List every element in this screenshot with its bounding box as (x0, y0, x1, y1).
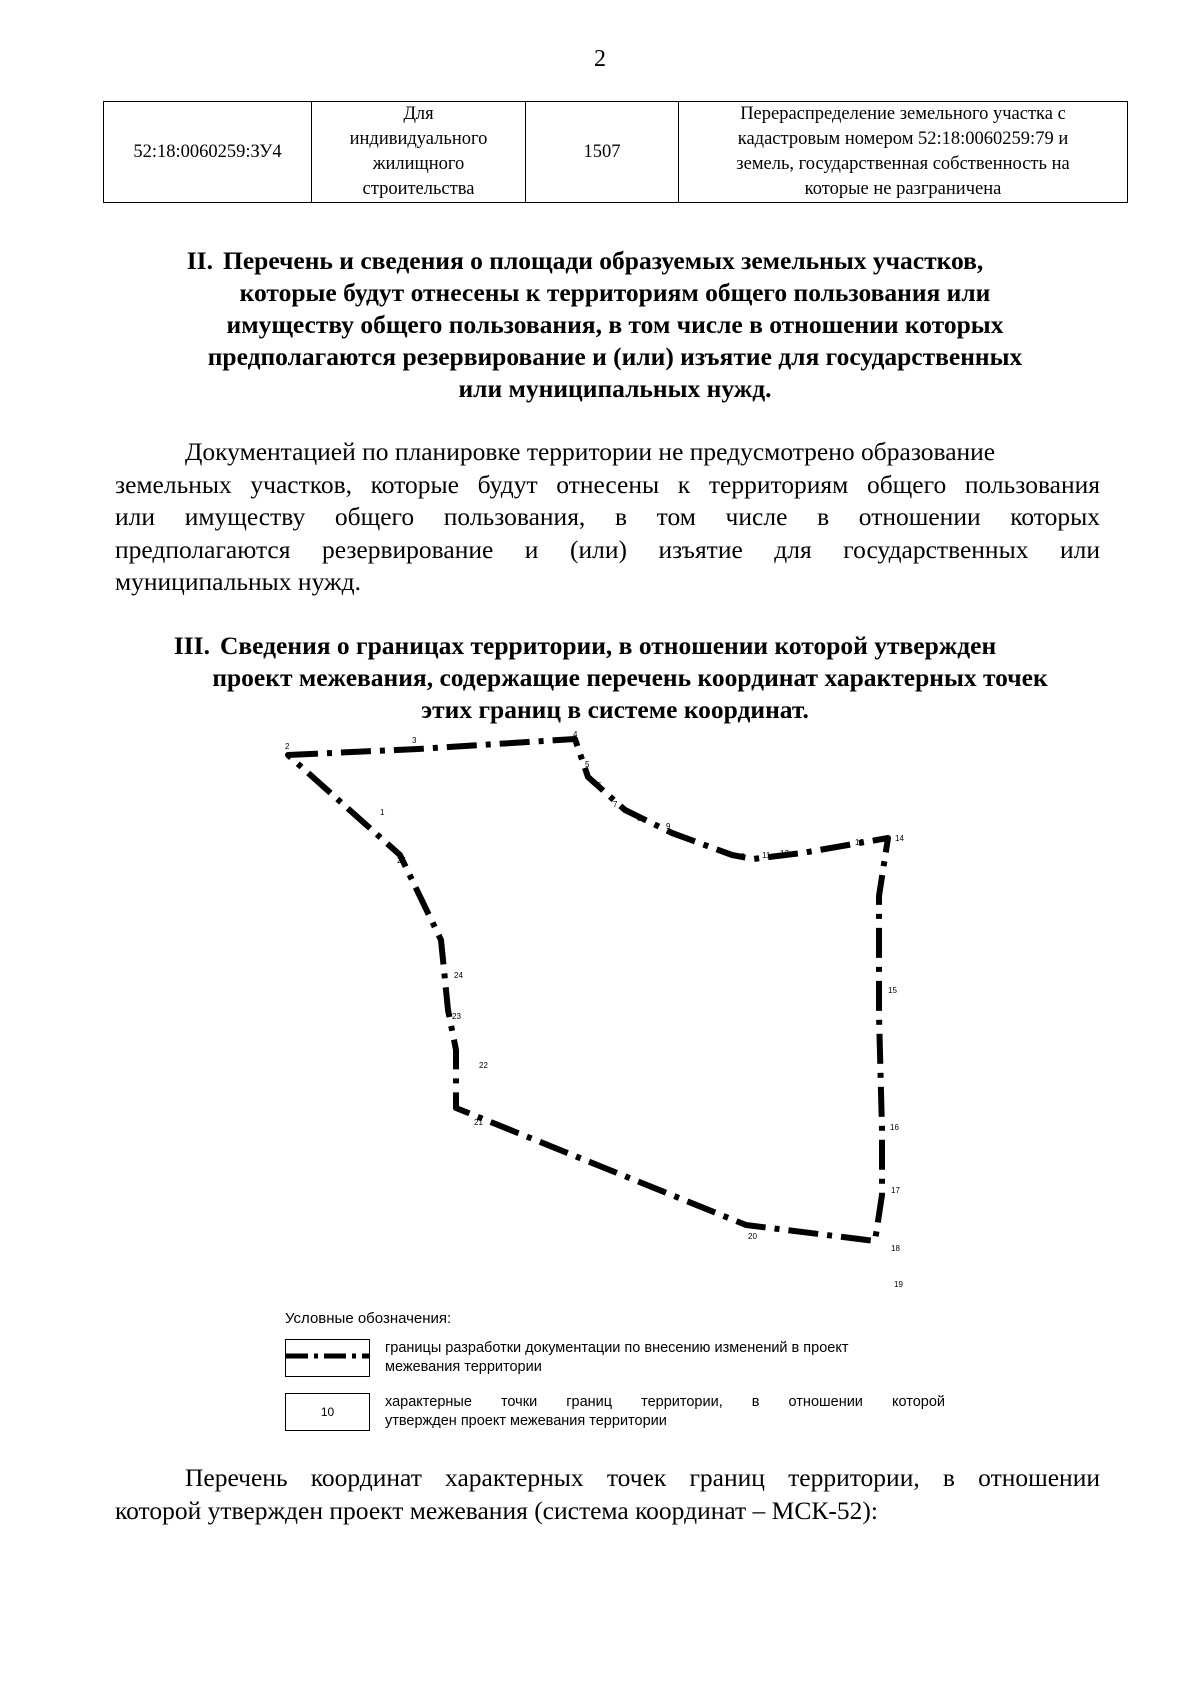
formation-method-line: Перераспределение земельного участка с (740, 104, 1066, 124)
point-label-5: 5 (585, 760, 590, 769)
heading-line: этих границ в системе координат. (421, 695, 809, 724)
legend-line: границы разработки документации по внесению изменений в проект (385, 1340, 849, 1356)
section-3-number: III. (173, 631, 210, 660)
legend-line: межевания территории (385, 1359, 542, 1375)
point-label-15: 15 (888, 986, 897, 995)
cadastral-number: 52:18:0060259:ЗУ4 (133, 141, 282, 162)
page-number: 2 (594, 46, 606, 72)
heading-line: или муниципальных нужд. (458, 374, 772, 403)
paragraph-line: земельных участков, которые будут отнесены к территориям общего пользования (115, 469, 1100, 499)
table-row (104, 102, 1128, 203)
permitted-use-cell (312, 102, 526, 203)
point-label-17: 17 (891, 1186, 900, 1195)
legend-title: Условные обозначения: (285, 1310, 452, 1327)
paragraph-line: которой утвержден проект межевания (система координат – МСК-52): (115, 1495, 878, 1525)
paragraph-line: или имуществу общего пользования, в том числе в отношении которых (115, 502, 1100, 531)
point-label-8: 8 (637, 814, 642, 823)
point-label-22: 22 (479, 1061, 488, 1070)
point-sample: 10 (285, 1393, 370, 1431)
heading-line: Сведения о границах территории, в отношении которой утвержден (219, 631, 997, 660)
point-label-7: 7 (613, 800, 618, 809)
point-label-2: 2 (285, 742, 290, 751)
permitted-use-line: Для (403, 104, 434, 124)
section-2-number: II. (186, 246, 213, 275)
boundary-diagram (270, 730, 950, 1295)
legend-line: характерные точки границ территории, в отношении которой (385, 1394, 945, 1410)
point-label-9: 9 (666, 822, 671, 831)
cadastral-number-cell (104, 102, 312, 203)
section-3-heading (0, 630, 1200, 726)
legend-item-points (285, 1393, 965, 1431)
heading-line: которые будут отнесены к территориям общего пользования или (239, 278, 991, 307)
heading-line: имуществу общего пользования, в том числе в отношении которых (226, 310, 1004, 339)
permitted-use-line: индивидуального (349, 129, 488, 149)
legend-boundary-text (385, 1339, 945, 1377)
point-label-18: 18 (891, 1244, 900, 1253)
point-label-16: 16 (890, 1123, 899, 1132)
paragraph-line: предполагаются резервирование и (или) изъятие для государственных или (115, 534, 1100, 564)
heading-line: предполагаются резервирование и (или) изъятие для государственных (207, 342, 1023, 371)
dash-dot-line-icon (286, 1340, 369, 1376)
point-label-23: 23 (452, 1012, 461, 1021)
formation-method-line: кадастровым номером 52:18:0060259:79 и (737, 129, 1069, 149)
permitted-use-line: жилищного (372, 154, 465, 174)
point-label-6: 6 (597, 781, 602, 790)
point-label-4: 4 (573, 730, 578, 739)
section-2-heading (0, 245, 1200, 405)
legend (285, 1310, 965, 1447)
point-label-12: 12 (780, 849, 789, 858)
heading-line: проект межевания, содержащие перечень координат характерных точек (212, 663, 1048, 692)
closing-paragraph (115, 1462, 1100, 1527)
point-label-20: 20 (748, 1232, 757, 1241)
point-label-3: 3 (412, 736, 417, 745)
formation-method-line: которые не разграничена (804, 179, 1002, 199)
formation-method-cell (679, 102, 1128, 203)
point-label-24: 24 (454, 971, 463, 980)
paragraph-line: Перечень координат характерных точек границ территории, в отношении (185, 1463, 1100, 1492)
area-value: 1507 (583, 141, 621, 162)
point-label-10: 10 (736, 852, 745, 861)
paragraph-line: муниципальных нужд. (115, 567, 361, 596)
point-label-11: 11 (762, 851, 771, 860)
point-label-19: 19 (894, 1280, 903, 1289)
legend-item-boundary (285, 1339, 965, 1377)
territory-boundary (288, 739, 888, 1241)
point-label-13: 13 (855, 838, 864, 847)
permitted-use-line: строительства (362, 179, 475, 199)
heading-line: Перечень и сведения о площади образуемых земельных участков, (222, 246, 984, 275)
section-2-paragraph (115, 436, 1100, 599)
area-cell (526, 102, 679, 203)
plots-table (103, 101, 1128, 203)
boundary-line-sample (285, 1339, 370, 1377)
point-label-1: 1 (380, 808, 385, 817)
point-label-21: 21 (474, 1118, 483, 1127)
formation-method-line: земель, государственная собственность на (736, 154, 1070, 174)
legend-line: утвержден проект межевания территории (385, 1413, 667, 1429)
paragraph-line: Документацией по планировке территории не предусмотрено образование (185, 437, 996, 466)
point-label-14: 14 (895, 834, 904, 843)
point-label-25: 25 (397, 856, 406, 865)
legend-points-text (385, 1393, 945, 1431)
